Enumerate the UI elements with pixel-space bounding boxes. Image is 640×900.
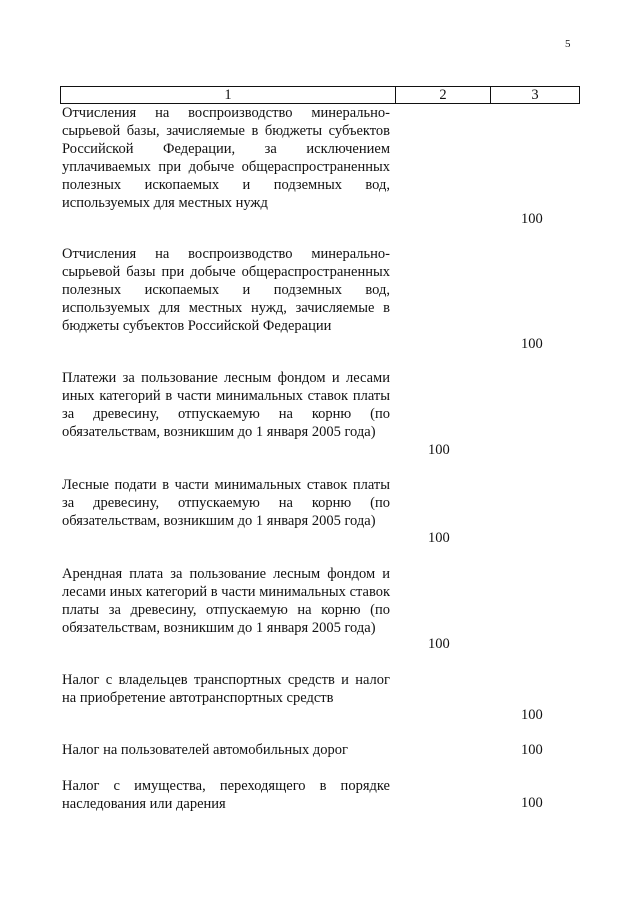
table-row [62,245,390,335]
row-text: Платежи за пользование лесным фондом и лесами иных категорий в части минимальных ставок платы за древесину, отпускаемую на корню (по обязательствам, возникшим до 1 января 2005 года) [62,370,390,440]
table-row [62,741,402,759]
table-header-row [60,86,580,104]
row-text: Налог на пользователей автомобильных дорог [62,742,348,758]
row-value-col2: 100 [428,442,450,458]
row-text: Арендная плата за пользование лесным фондом и лесами иных категорий в части минимальных ставок платы за древесину, отпускаемую на корню (по обязательствам, возникшим до 1 января 2005 года) [62,566,390,636]
row-value-col3: 100 [521,707,543,723]
row-text: Отчисления на воспроизводство минерально-сырьевой базы, зачисляемые в бюджеты субъектов Российской Федерации, за исключением уплачиваемых при добыче общераспространенных полезных ископаемых и подземных вод, используемых для местных нужд [62,105,390,211]
row-value-col2: 100 [428,636,450,652]
table-row [62,671,390,707]
table-row [62,104,390,212]
row-value-col3: 100 [521,742,543,758]
table-row [62,565,390,637]
row-value-col3: 100 [521,795,543,811]
table-row [62,476,390,530]
column-header-2: 2 [396,87,491,103]
row-value-col3: 100 [521,211,543,227]
row-text: Лесные подати в части минимальных ставок платы за древесину, отпускаемую на корню (по обязательствам, возникшим до 1 января 2005 года) [62,477,390,529]
column-header-1: 1 [61,87,396,103]
row-text: Налог с владельцев транспортных средств и налог на приобретение автотранспортных средств [62,672,390,706]
table-row [62,777,390,813]
row-text: Налог с имущества, переходящего в порядке наследования или дарения [62,778,390,812]
row-value-col2: 100 [428,530,450,546]
table-row [62,369,390,441]
page-number: 5 [565,38,571,50]
row-value-col3: 100 [521,336,543,352]
column-header-3: 3 [531,87,539,103]
row-text: Отчисления на воспроизводство минерально-сырьевой базы при добыче общераспространенных полезных ископаемых и подземных вод, используемых для местных нужд, зачисляемые в бюджеты субъектов Российской Федерации [62,246,390,334]
